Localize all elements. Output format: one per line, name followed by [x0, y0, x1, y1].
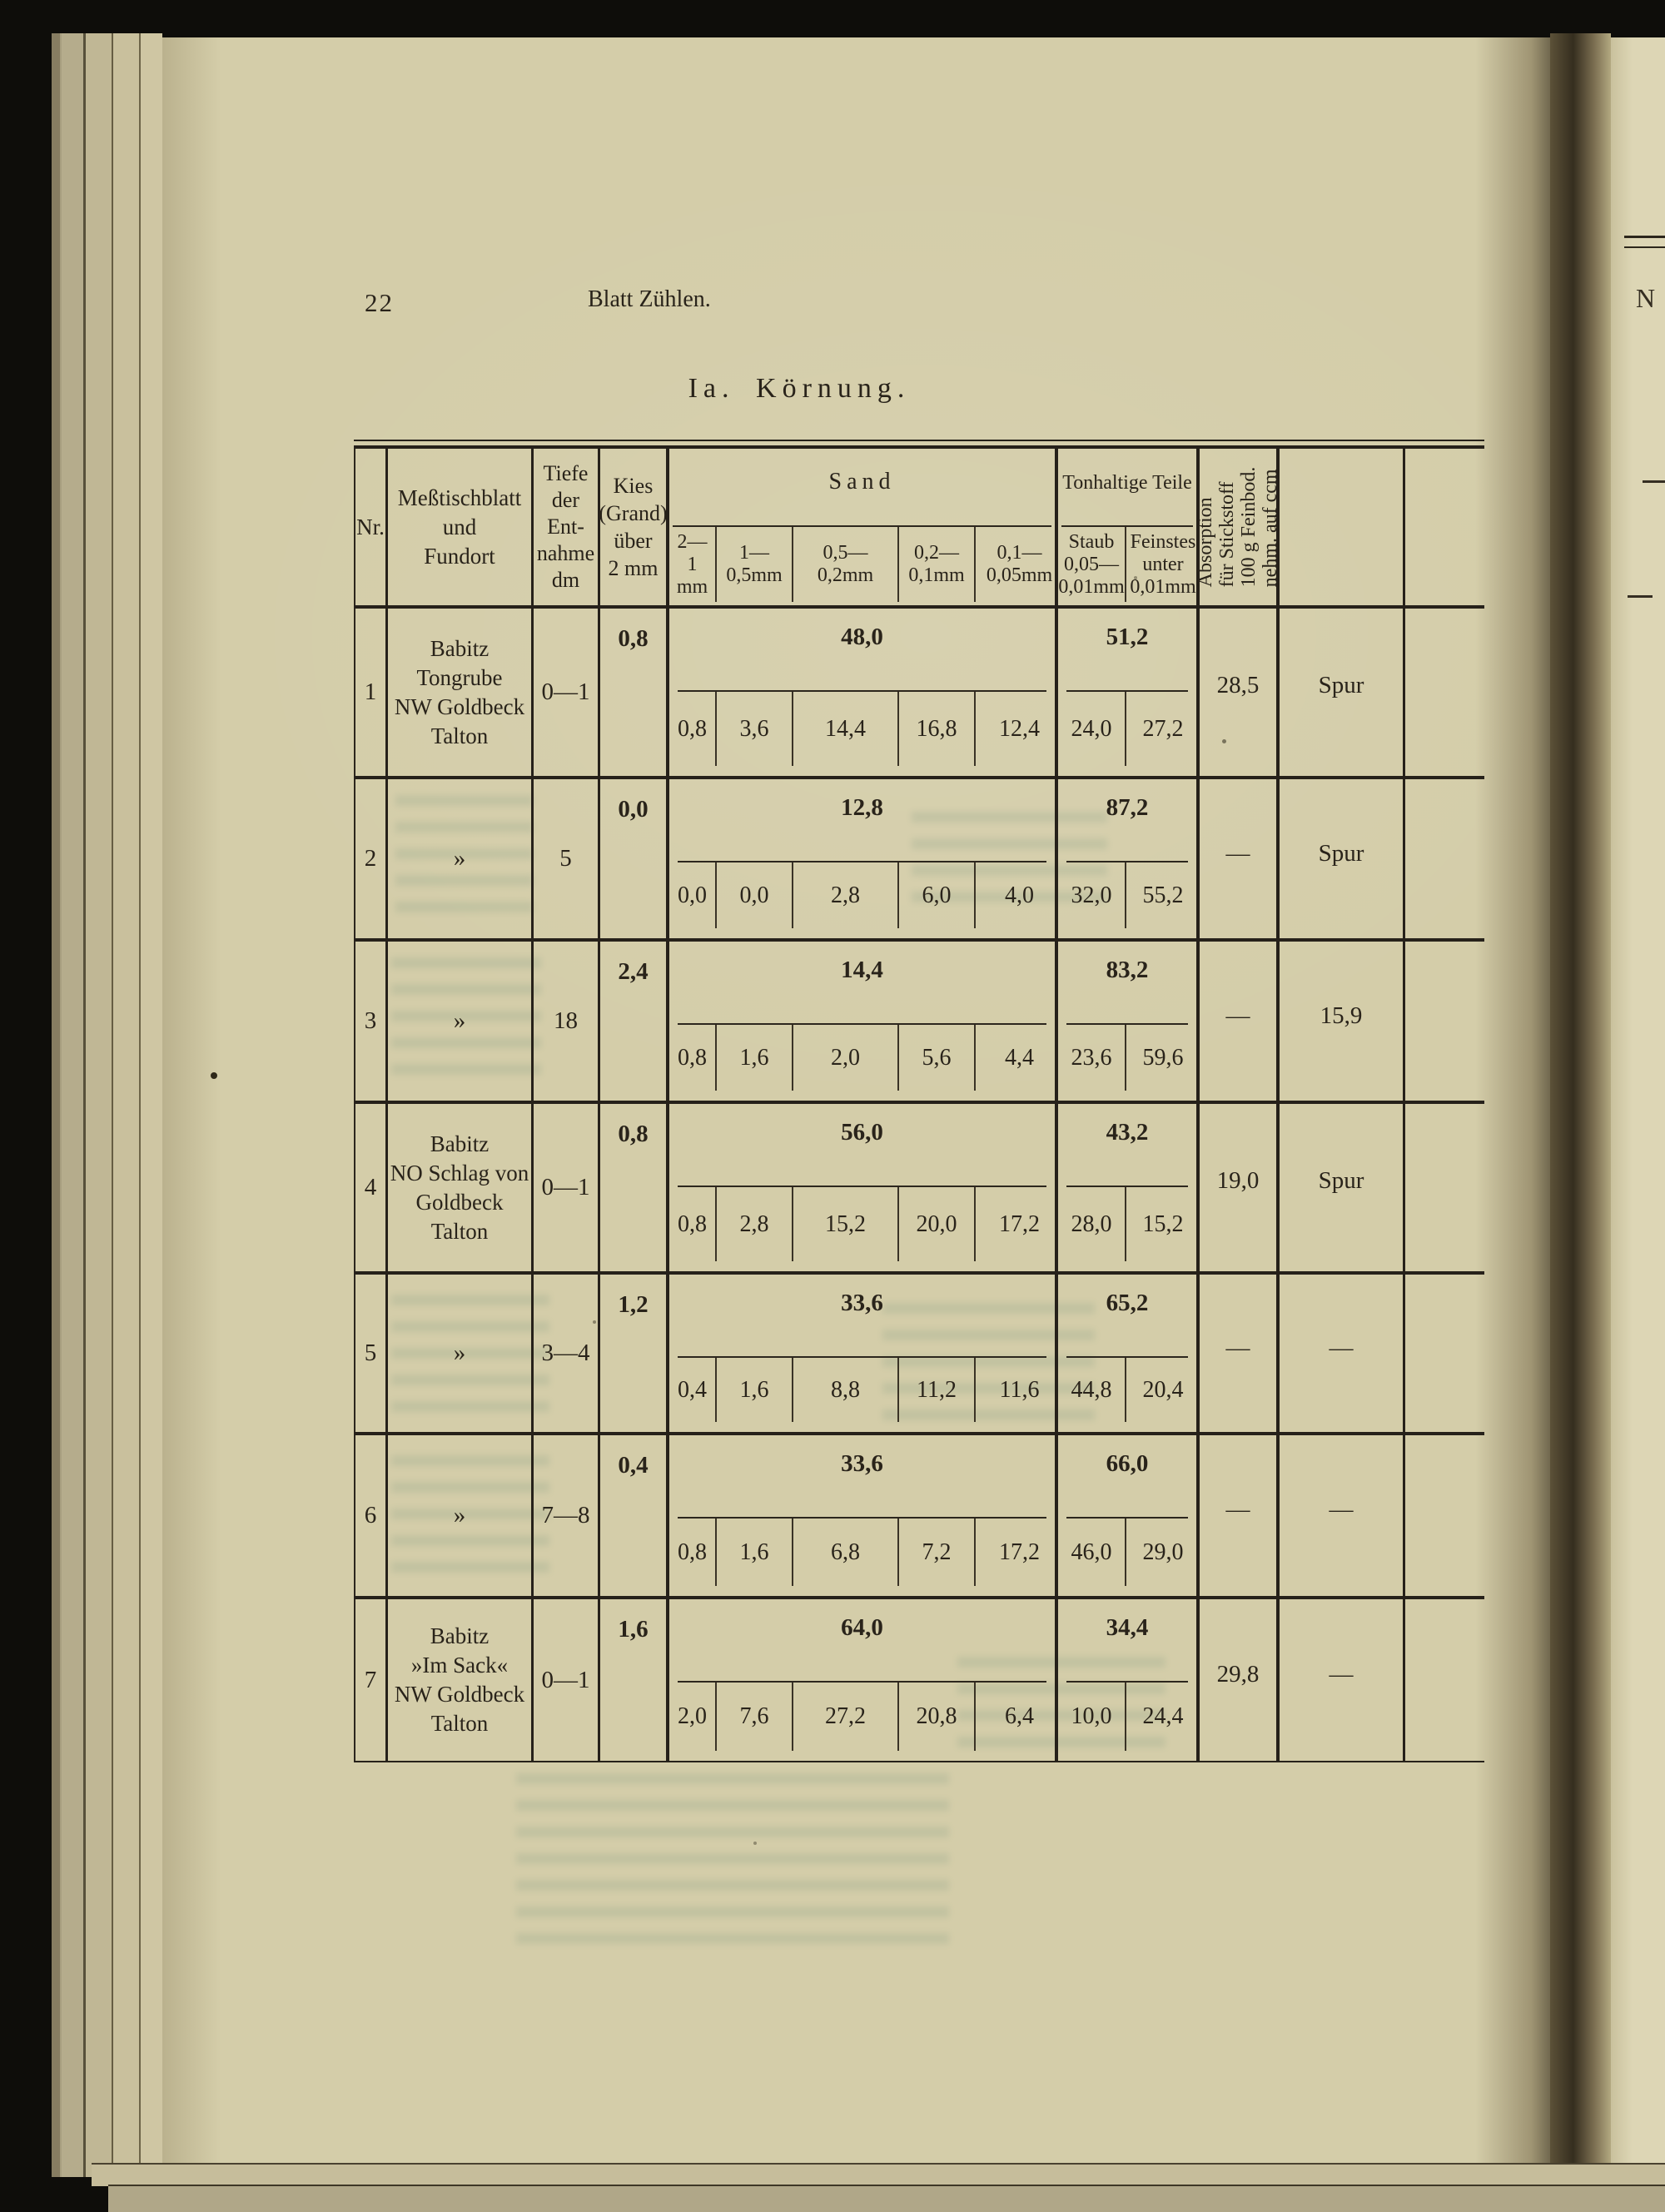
- empty-cell: [1403, 1435, 1484, 1596]
- tiefe-cell: 0—1: [531, 609, 598, 776]
- ton-total: 34,4: [1106, 1614, 1149, 1641]
- header-absorption: [1195, 449, 1281, 605]
- table-row: [354, 938, 1484, 1101]
- last-cell: Spur: [1276, 1104, 1403, 1271]
- header-sand-col: 0,5— 0,2mm: [792, 527, 897, 602]
- tiefe-cell: 5: [531, 779, 598, 938]
- last-cell: Spur: [1276, 609, 1403, 776]
- running-header: Blatt Zühlen.: [588, 286, 711, 312]
- paper-speck: [753, 1842, 757, 1845]
- table-top-rule: [354, 440, 1484, 441]
- ton-total: 83,2: [1106, 957, 1149, 983]
- absorption-cell: 28,5: [1196, 609, 1276, 776]
- tiefe-cell: 3—4: [531, 1275, 598, 1432]
- header-sand-group: [666, 449, 1055, 605]
- sand-total: 12,8: [841, 794, 883, 821]
- sand-group-cell: 64,0 2,0 7,6 27,2 20,8 6,4: [666, 1599, 1055, 1761]
- row-nr: 5: [354, 1275, 385, 1432]
- sand-group-cell: 33,6 0,4 1,6 8,8 11,2 11,6: [666, 1275, 1055, 1432]
- ton-group-cell: 51,2 24,0 27,2: [1055, 609, 1196, 776]
- ton-total: 87,2: [1106, 794, 1149, 821]
- header-fundort: [385, 449, 531, 605]
- ton-label: Tonhaltige Teile: [1062, 472, 1192, 494]
- section-title: Ia. Körnung.: [688, 373, 911, 404]
- gutter-shadow: [1475, 37, 1550, 2173]
- header-sand-col: 0,1— 0,05mm: [974, 527, 1063, 602]
- ton-group-cell: 66,0 46,0 29,0: [1055, 1435, 1196, 1596]
- header-line: Meßtischblatt: [397, 485, 522, 510]
- ton-group-cell: 87,2 32,0 55,2: [1055, 779, 1196, 938]
- sand-total: 14,4: [841, 957, 883, 983]
- empty-cell: [1403, 609, 1484, 776]
- page-bottom-edge: [92, 2163, 1665, 2186]
- header-sand-col: 2— 1 mm: [676, 530, 708, 598]
- kies-cell: 1,2: [598, 1275, 666, 1432]
- row-nr: 3: [354, 942, 385, 1101]
- paper-speck: [211, 1072, 217, 1079]
- row-nr: 6: [354, 1435, 385, 1596]
- empty-cell: [1403, 1599, 1484, 1761]
- sand-group-cell: 14,4 0,8 1,6 2,0 5,6 4,4: [666, 942, 1055, 1101]
- empty-cell: [1403, 779, 1484, 938]
- ton-group-cell: 34,4 10,0 24,4: [1055, 1599, 1196, 1761]
- ton-group-cell: 83,2 23,6 59,6: [1055, 942, 1196, 1101]
- header-sand-col: 0,2— 0,1mm: [897, 527, 974, 602]
- fundort-cell: Babitz »Im Sack« NW Goldbeck Talton: [385, 1599, 531, 1761]
- last-cell: —: [1276, 1435, 1403, 1596]
- sand-group-cell: 12,8 0,0 0,0 2,8 6,0 4,0: [666, 779, 1055, 938]
- header-kies: Kies (Grand) über 2 mm: [598, 449, 666, 605]
- tiefe-cell: 7—8: [531, 1435, 598, 1596]
- table-header-row: [354, 449, 1484, 605]
- table-bottom-rule: [354, 1761, 1484, 1762]
- table-row: [354, 605, 1484, 776]
- fundort-cell: Babitz Tongrube NW Goldbeck Talton: [385, 609, 531, 776]
- fundort-cell: »: [385, 779, 531, 938]
- table-row: [354, 1101, 1484, 1271]
- sand-label: Sand: [828, 469, 896, 495]
- row-nr: 2: [354, 779, 385, 938]
- sand-total: 64,0: [841, 1614, 883, 1641]
- neighbor-dash: [1628, 595, 1653, 598]
- right-page-edge: [1611, 37, 1665, 2212]
- last-cell: —: [1276, 1599, 1403, 1761]
- header-empty-col: [1403, 449, 1484, 605]
- absorption-cell: —: [1196, 1275, 1276, 1432]
- page-number: 22: [365, 288, 394, 317]
- kies-cell: 0,8: [598, 609, 666, 776]
- sand-total: 33,6: [841, 1290, 883, 1316]
- table-row: [354, 1596, 1484, 1761]
- table-row: [354, 1271, 1484, 1432]
- absorption-cell: —: [1196, 1435, 1276, 1596]
- absorption-rotated-label: Absorption für Stickstoff 100 g Feinbod. nehm. auf ccm: [1195, 466, 1281, 588]
- header-ton-col: Staub 0,05— 0,01mm: [1058, 530, 1125, 598]
- header-line: Fundort: [424, 543, 495, 569]
- absorption-cell: 19,0: [1196, 1104, 1276, 1271]
- kies-cell: 0,0: [598, 779, 666, 938]
- absorption-cell: —: [1196, 942, 1276, 1101]
- last-cell: 15,9: [1276, 942, 1403, 1101]
- fundort-cell: »: [385, 1435, 531, 1596]
- ton-group-cell: 43,2 28,0 15,2: [1055, 1104, 1196, 1271]
- ton-total: 66,0: [1106, 1450, 1149, 1477]
- fundort-cell: »: [385, 942, 531, 1101]
- row-nr: 7: [354, 1599, 385, 1761]
- koernung-table: [354, 440, 1484, 1765]
- tiefe-cell: 18: [531, 942, 598, 1101]
- ton-total: 51,2: [1106, 624, 1149, 650]
- table-row: [354, 776, 1484, 938]
- kies-cell: 2,4: [598, 942, 666, 1101]
- ton-total: 65,2: [1106, 1290, 1149, 1316]
- neighbor-letter-fragment: N: [1636, 283, 1656, 313]
- tiefe-cell: 0—1: [531, 1104, 598, 1271]
- neighbor-rule: [1624, 236, 1665, 248]
- last-cell: Spur: [1276, 779, 1403, 938]
- row-nr: 1: [354, 609, 385, 776]
- kies-cell: 0,8: [598, 1104, 666, 1271]
- ton-total: 43,2: [1106, 1119, 1149, 1146]
- header-last-blank: [1276, 449, 1403, 605]
- sand-group-cell: 33,6 0,8 1,6 6,8 7,2 17,2: [666, 1435, 1055, 1596]
- sand-total: 33,6: [841, 1450, 883, 1477]
- fundort-cell: Babitz NO Schlag von Goldbeck Talton: [385, 1104, 531, 1271]
- absorption-cell: —: [1196, 779, 1276, 938]
- neighbor-dash: [1643, 480, 1665, 483]
- last-cell: —: [1276, 1275, 1403, 1432]
- empty-cell: [1403, 1104, 1484, 1271]
- kies-cell: 1,6: [598, 1599, 666, 1761]
- page-stack-edges: [52, 33, 162, 2177]
- header-ton-col: Feinstes unter 0,01mm: [1125, 527, 1200, 602]
- sand-total: 48,0: [841, 624, 883, 650]
- header-sand-col: 1— 0,5mm: [715, 527, 792, 602]
- row-nr: 4: [354, 1104, 385, 1271]
- empty-cell: [1403, 1275, 1484, 1432]
- sand-total: 56,0: [841, 1119, 883, 1146]
- table-row: [354, 1432, 1484, 1596]
- binding-valley: [1550, 33, 1611, 2212]
- header-line: und: [442, 514, 477, 539]
- header-nr: Nr.: [354, 449, 385, 605]
- absorption-cell: 29,8: [1196, 1599, 1276, 1761]
- empty-cell: [1403, 942, 1484, 1101]
- sand-group-cell: 48,0 0,8 3,6 14,4 16,8 12,4: [666, 609, 1055, 776]
- kies-cell: 0,4: [598, 1435, 666, 1596]
- sand-group-cell: 56,0 0,8 2,8 15,2 20,0 17,2: [666, 1104, 1055, 1271]
- fundort-cell: »: [385, 1275, 531, 1432]
- header-ton-group: [1055, 449, 1196, 605]
- ton-group-cell: 65,2 44,8 20,4: [1055, 1275, 1196, 1432]
- tiefe-cell: 0—1: [531, 1599, 598, 1761]
- page-bottom-edge: [108, 2185, 1665, 2212]
- header-tiefe: Tiefe der Ent- nahme dm: [531, 449, 598, 605]
